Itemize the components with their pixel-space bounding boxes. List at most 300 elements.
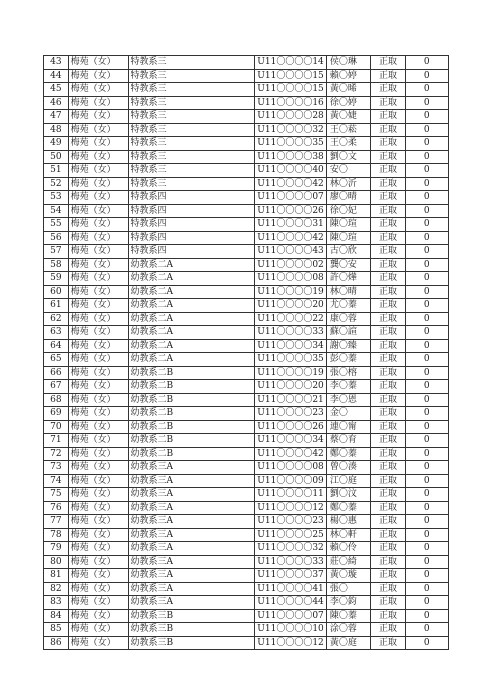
value-cell: 0: [405, 488, 449, 502]
row-number: 58: [44, 258, 69, 272]
dorm-cell: 梅苑（女）: [68, 110, 128, 124]
row-number: 53: [44, 191, 69, 205]
value-cell: 0: [405, 285, 449, 299]
result-cell: 正取: [371, 164, 405, 178]
result-cell: 正取: [371, 353, 405, 367]
department-cell: 幼教系三A: [128, 528, 255, 542]
value-cell: 0: [405, 609, 449, 623]
result-cell: 正取: [371, 204, 405, 218]
student-id-cell: U11〇〇〇〇23: [255, 407, 327, 421]
dorm-cell: 梅苑（女）: [68, 231, 128, 245]
student-name-cell: 劉〇汶: [326, 488, 371, 502]
dorm-cell: 梅苑（女）: [68, 393, 128, 407]
dorm-cell: 梅苑（女）: [68, 245, 128, 259]
dorm-cell: 梅苑（女）: [68, 299, 128, 313]
result-cell: 正取: [371, 636, 405, 650]
result-cell: 正取: [371, 366, 405, 380]
table-body: [44, 56, 449, 650]
department-cell: 特教系三: [128, 177, 255, 191]
value-cell: 0: [405, 407, 449, 421]
row-number: 77: [44, 515, 69, 529]
table-row: [44, 380, 449, 394]
department-cell: 特教系三: [128, 96, 255, 110]
student-id-cell: U11〇〇〇〇07: [255, 609, 327, 623]
row-number: 76: [44, 501, 69, 515]
table-row: [44, 326, 449, 340]
row-number: 78: [44, 528, 69, 542]
value-cell: 0: [405, 137, 449, 151]
result-cell: 正取: [371, 488, 405, 502]
value-cell: 0: [405, 191, 449, 205]
row-number: 86: [44, 636, 69, 650]
student-name-cell: 許〇燁: [326, 272, 371, 286]
row-number: 63: [44, 326, 69, 340]
value-cell: 0: [405, 177, 449, 191]
student-id-cell: U11〇〇〇〇11: [255, 488, 327, 502]
department-cell: 特教系四: [128, 204, 255, 218]
result-cell: 正取: [371, 609, 405, 623]
result-cell: 正取: [371, 69, 405, 83]
student-id-cell: U11〇〇〇〇15: [255, 83, 327, 97]
student-id-cell: U11〇〇〇〇41: [255, 582, 327, 596]
department-cell: 特教系四: [128, 191, 255, 205]
value-cell: 0: [405, 218, 449, 232]
row-number: 81: [44, 569, 69, 583]
dorm-cell: 梅苑（女）: [68, 164, 128, 178]
value-cell: 0: [405, 110, 449, 124]
row-number: 45: [44, 83, 69, 97]
table-row: [44, 56, 449, 70]
student-id-cell: U11〇〇〇〇28: [255, 110, 327, 124]
dorm-cell: 梅苑（女）: [68, 461, 128, 475]
result-cell: 正取: [371, 231, 405, 245]
student-name-cell: 劉〇文: [326, 150, 371, 164]
row-number: 50: [44, 150, 69, 164]
result-cell: 正取: [371, 542, 405, 556]
student-id-cell: U11〇〇〇〇09: [255, 474, 327, 488]
table-row: [44, 569, 449, 583]
student-name-cell: 莊〇綺: [326, 555, 371, 569]
student-name-cell: 安〇: [326, 164, 371, 178]
row-number: 48: [44, 123, 69, 137]
department-cell: 幼教系三A: [128, 474, 255, 488]
dorm-cell: 梅苑（女）: [68, 83, 128, 97]
table-row: [44, 609, 449, 623]
row-number: 80: [44, 555, 69, 569]
value-cell: 0: [405, 528, 449, 542]
row-number: 57: [44, 245, 69, 259]
student-name-cell: 陳〇瑄: [326, 231, 371, 245]
student-id-cell: U11〇〇〇〇22: [255, 312, 327, 326]
student-name-cell: 李〇恩: [326, 393, 371, 407]
result-cell: 正取: [371, 150, 405, 164]
dorm-cell: 梅苑（女）: [68, 488, 128, 502]
student-id-cell: U11〇〇〇〇10: [255, 623, 327, 637]
value-cell: 0: [405, 326, 449, 340]
student-name-cell: 涂〇蓉: [326, 623, 371, 637]
student-name-cell: 張〇榕: [326, 366, 371, 380]
table-row: [44, 407, 449, 421]
row-number: 52: [44, 177, 69, 191]
value-cell: 0: [405, 434, 449, 448]
student-id-cell: U11〇〇〇〇14: [255, 56, 327, 70]
student-name-cell: 康〇蓉: [326, 312, 371, 326]
dorm-cell: 梅苑（女）: [68, 339, 128, 353]
result-cell: 正取: [371, 177, 405, 191]
student-id-cell: U11〇〇〇〇02: [255, 258, 327, 272]
value-cell: 0: [405, 623, 449, 637]
student-id-cell: U11〇〇〇〇08: [255, 272, 327, 286]
result-cell: 正取: [371, 339, 405, 353]
table-row: [44, 137, 449, 151]
student-id-cell: U11〇〇〇〇26: [255, 420, 327, 434]
department-cell: 特教系三: [128, 123, 255, 137]
department-cell: 幼教系三A: [128, 461, 255, 475]
dorm-cell: 梅苑（女）: [68, 596, 128, 610]
result-cell: 正取: [371, 96, 405, 110]
value-cell: 0: [405, 596, 449, 610]
student-id-cell: U11〇〇〇〇31: [255, 218, 327, 232]
row-number: 73: [44, 461, 69, 475]
table-row: [44, 285, 449, 299]
value-cell: 0: [405, 245, 449, 259]
value-cell: 0: [405, 83, 449, 97]
student-id-cell: U11〇〇〇〇37: [255, 569, 327, 583]
row-number: 83: [44, 596, 69, 610]
value-cell: 0: [405, 164, 449, 178]
department-cell: 幼教系三A: [128, 582, 255, 596]
dorm-cell: 梅苑（女）: [68, 636, 128, 650]
table-row: [44, 245, 449, 259]
dorm-cell: 梅苑（女）: [68, 569, 128, 583]
student-id-cell: U11〇〇〇〇33: [255, 555, 327, 569]
table-row: [44, 596, 449, 610]
row-number: 47: [44, 110, 69, 124]
department-cell: 幼教系三B: [128, 609, 255, 623]
table-row: [44, 636, 449, 650]
student-name-cell: 黃〇婕: [326, 110, 371, 124]
value-cell: 0: [405, 339, 449, 353]
row-number: 43: [44, 56, 69, 70]
value-cell: 0: [405, 69, 449, 83]
table-row: [44, 231, 449, 245]
value-cell: 0: [405, 461, 449, 475]
student-name-cell: 賴〇伶: [326, 542, 371, 556]
value-cell: 0: [405, 555, 449, 569]
student-name-cell: 蔡〇育: [326, 434, 371, 448]
table-row: [44, 299, 449, 313]
student-id-cell: U11〇〇〇〇20: [255, 299, 327, 313]
department-cell: 幼教系三A: [128, 555, 255, 569]
department-cell: 特教系三: [128, 137, 255, 151]
student-name-cell: 黃〇庭: [326, 636, 371, 650]
department-cell: 幼教系二A: [128, 285, 255, 299]
department-cell: 幼教系二A: [128, 272, 255, 286]
value-cell: 0: [405, 393, 449, 407]
dorm-cell: 梅苑（女）: [68, 312, 128, 326]
table-row: [44, 83, 449, 97]
dorm-cell: 梅苑（女）: [68, 542, 128, 556]
student-id-cell: U11〇〇〇〇34: [255, 434, 327, 448]
row-number: 59: [44, 272, 69, 286]
row-number: 54: [44, 204, 69, 218]
table-row: [44, 623, 449, 637]
dorm-cell: 梅苑（女）: [68, 177, 128, 191]
student-name-cell: 鄭〇蓁: [326, 501, 371, 515]
result-cell: 正取: [371, 326, 405, 340]
department-cell: 幼教系二B: [128, 407, 255, 421]
table-row: [44, 164, 449, 178]
result-cell: 正取: [371, 312, 405, 326]
department-cell: 特教系三: [128, 150, 255, 164]
result-cell: 正取: [371, 285, 405, 299]
dorm-cell: 梅苑（女）: [68, 447, 128, 461]
value-cell: 0: [405, 272, 449, 286]
department-cell: 幼教系三B: [128, 636, 255, 650]
result-cell: 正取: [371, 596, 405, 610]
result-cell: 正取: [371, 393, 405, 407]
student-id-cell: U11〇〇〇〇26: [255, 204, 327, 218]
student-name-cell: 林〇晴: [326, 285, 371, 299]
row-number: 69: [44, 407, 69, 421]
dorm-cell: 梅苑（女）: [68, 258, 128, 272]
department-cell: 幼教系二A: [128, 353, 255, 367]
row-number: 79: [44, 542, 69, 556]
value-cell: 0: [405, 258, 449, 272]
student-id-cell: U11〇〇〇〇19: [255, 366, 327, 380]
result-cell: 正取: [371, 420, 405, 434]
table-row: [44, 312, 449, 326]
row-number: 51: [44, 164, 69, 178]
result-cell: 正取: [371, 191, 405, 205]
table-row: [44, 96, 449, 110]
dorm-cell: 梅苑（女）: [68, 69, 128, 83]
result-cell: 正取: [371, 110, 405, 124]
student-id-cell: U11〇〇〇〇16: [255, 96, 327, 110]
student-name-cell: 侯〇琳: [326, 56, 371, 70]
dorm-cell: 梅苑（女）: [68, 407, 128, 421]
dorm-cell: 梅苑（女）: [68, 137, 128, 151]
value-cell: 0: [405, 474, 449, 488]
dorm-cell: 梅苑（女）: [68, 204, 128, 218]
row-number: 71: [44, 434, 69, 448]
dorm-cell: 梅苑（女）: [68, 218, 128, 232]
department-cell: 幼教系三A: [128, 596, 255, 610]
dorm-cell: 梅苑（女）: [68, 582, 128, 596]
department-cell: 幼教系二B: [128, 366, 255, 380]
dorm-cell: 梅苑（女）: [68, 609, 128, 623]
table-row: [44, 353, 449, 367]
dorm-cell: 梅苑（女）: [68, 326, 128, 340]
dorm-cell: 梅苑（女）: [68, 380, 128, 394]
table-row: [44, 488, 449, 502]
dorm-cell: 梅苑（女）: [68, 56, 128, 70]
row-number: 74: [44, 474, 69, 488]
student-id-cell: U11〇〇〇〇44: [255, 596, 327, 610]
student-id-cell: U11〇〇〇〇35: [255, 353, 327, 367]
table-row: [44, 461, 449, 475]
result-cell: 正取: [371, 501, 405, 515]
student-id-cell: U11〇〇〇〇43: [255, 245, 327, 259]
dorm-cell: 梅苑（女）: [68, 123, 128, 137]
result-cell: 正取: [371, 461, 405, 475]
table-row: [44, 339, 449, 353]
value-cell: 0: [405, 515, 449, 529]
result-cell: 正取: [371, 218, 405, 232]
student-name-cell: 張〇: [326, 582, 371, 596]
table-row: [44, 501, 449, 515]
dorm-cell: 梅苑（女）: [68, 555, 128, 569]
row-number: 68: [44, 393, 69, 407]
student-id-cell: U11〇〇〇〇32: [255, 123, 327, 137]
department-cell: 特教系三: [128, 69, 255, 83]
department-cell: 特教系三: [128, 110, 255, 124]
student-id-cell: U11〇〇〇〇33: [255, 326, 327, 340]
dorm-cell: 梅苑（女）: [68, 528, 128, 542]
value-cell: 0: [405, 353, 449, 367]
table-row: [44, 177, 449, 191]
student-name-cell: 鄭〇蓁: [326, 447, 371, 461]
student-id-cell: U11〇〇〇〇42: [255, 447, 327, 461]
department-cell: 幼教系二A: [128, 299, 255, 313]
table-row: [44, 258, 449, 272]
student-id-cell: U11〇〇〇〇20: [255, 380, 327, 394]
department-cell: 幼教系二B: [128, 380, 255, 394]
result-cell: 正取: [371, 582, 405, 596]
department-cell: 幼教系二A: [128, 312, 255, 326]
table-row: [44, 69, 449, 83]
student-id-cell: U11〇〇〇〇12: [255, 636, 327, 650]
student-name-cell: 李〇蓁: [326, 380, 371, 394]
table-row: [44, 150, 449, 164]
student-name-cell: 王〇菘: [326, 123, 371, 137]
result-cell: 正取: [371, 56, 405, 70]
student-name-cell: 徐〇婷: [326, 96, 371, 110]
result-cell: 正取: [371, 569, 405, 583]
dorm-cell: 梅苑（女）: [68, 623, 128, 637]
result-cell: 正取: [371, 623, 405, 637]
student-name-cell: 陳〇瑄: [326, 218, 371, 232]
value-cell: 0: [405, 366, 449, 380]
table-row: [44, 420, 449, 434]
dorm-cell: 梅苑（女）: [68, 150, 128, 164]
value-cell: 0: [405, 501, 449, 515]
value-cell: 0: [405, 636, 449, 650]
allocation-table: [43, 55, 449, 650]
department-cell: 幼教系三A: [128, 501, 255, 515]
table-row: [44, 272, 449, 286]
row-number: 56: [44, 231, 69, 245]
dorm-cell: 梅苑（女）: [68, 353, 128, 367]
result-cell: 正取: [371, 123, 405, 137]
dorm-cell: 梅苑（女）: [68, 501, 128, 515]
student-name-cell: 黃〇晞: [326, 83, 371, 97]
student-id-cell: U11〇〇〇〇32: [255, 542, 327, 556]
value-cell: 0: [405, 204, 449, 218]
student-name-cell: 古〇欣: [326, 245, 371, 259]
row-number: 44: [44, 69, 69, 83]
result-cell: 正取: [371, 83, 405, 97]
table-row: [44, 474, 449, 488]
result-cell: 正取: [371, 515, 405, 529]
value-cell: 0: [405, 447, 449, 461]
value-cell: 0: [405, 312, 449, 326]
table-row: [44, 582, 449, 596]
row-number: 49: [44, 137, 69, 151]
result-cell: 正取: [371, 299, 405, 313]
dorm-cell: 梅苑（女）: [68, 96, 128, 110]
row-number: 85: [44, 623, 69, 637]
dorm-cell: 梅苑（女）: [68, 366, 128, 380]
table-row: [44, 515, 449, 529]
department-cell: 幼教系二B: [128, 393, 255, 407]
student-name-cell: 連〇甯: [326, 420, 371, 434]
student-id-cell: U11〇〇〇〇19: [255, 285, 327, 299]
row-number: 61: [44, 299, 69, 313]
row-number: 84: [44, 609, 69, 623]
dorm-cell: 梅苑（女）: [68, 474, 128, 488]
student-name-cell: 廖〇晴: [326, 191, 371, 205]
student-id-cell: U11〇〇〇〇35: [255, 137, 327, 151]
value-cell: 0: [405, 123, 449, 137]
student-name-cell: 楊〇惠: [326, 515, 371, 529]
department-cell: 特教系三: [128, 164, 255, 178]
student-id-cell: U11〇〇〇〇42: [255, 231, 327, 245]
row-number: 55: [44, 218, 69, 232]
student-id-cell: U11〇〇〇〇21: [255, 393, 327, 407]
result-cell: 正取: [371, 272, 405, 286]
department-cell: 特教系四: [128, 231, 255, 245]
dorm-cell: 梅苑（女）: [68, 434, 128, 448]
table-row: [44, 123, 449, 137]
row-number: 66: [44, 366, 69, 380]
student-name-cell: 彭〇蓁: [326, 353, 371, 367]
department-cell: 幼教系三A: [128, 542, 255, 556]
table-row: [44, 434, 449, 448]
row-number: 62: [44, 312, 69, 326]
department-cell: 幼教系二B: [128, 434, 255, 448]
row-number: 70: [44, 420, 69, 434]
student-id-cell: U11〇〇〇〇40: [255, 164, 327, 178]
department-cell: 幼教系三A: [128, 488, 255, 502]
value-cell: 0: [405, 299, 449, 313]
student-name-cell: 金〇: [326, 407, 371, 421]
student-id-cell: U11〇〇〇〇42: [255, 177, 327, 191]
row-number: 75: [44, 488, 69, 502]
row-number: 60: [44, 285, 69, 299]
student-name-cell: 林〇軒: [326, 528, 371, 542]
table-row: [44, 218, 449, 232]
value-cell: 0: [405, 231, 449, 245]
value-cell: 0: [405, 420, 449, 434]
row-number: 67: [44, 380, 69, 394]
table-row: [44, 528, 449, 542]
student-name-cell: 尤〇蓁: [326, 299, 371, 313]
row-number: 72: [44, 447, 69, 461]
department-cell: 特教系四: [128, 245, 255, 259]
table-row: [44, 110, 449, 124]
student-name-cell: 王〇柔: [326, 137, 371, 151]
result-cell: 正取: [371, 258, 405, 272]
table-row: [44, 191, 449, 205]
row-number: 65: [44, 353, 69, 367]
value-cell: 0: [405, 96, 449, 110]
department-cell: 幼教系二A: [128, 326, 255, 340]
table-row: [44, 447, 449, 461]
department-cell: 幼教系三A: [128, 515, 255, 529]
student-name-cell: 賴〇婷: [326, 69, 371, 83]
result-cell: 正取: [371, 245, 405, 259]
